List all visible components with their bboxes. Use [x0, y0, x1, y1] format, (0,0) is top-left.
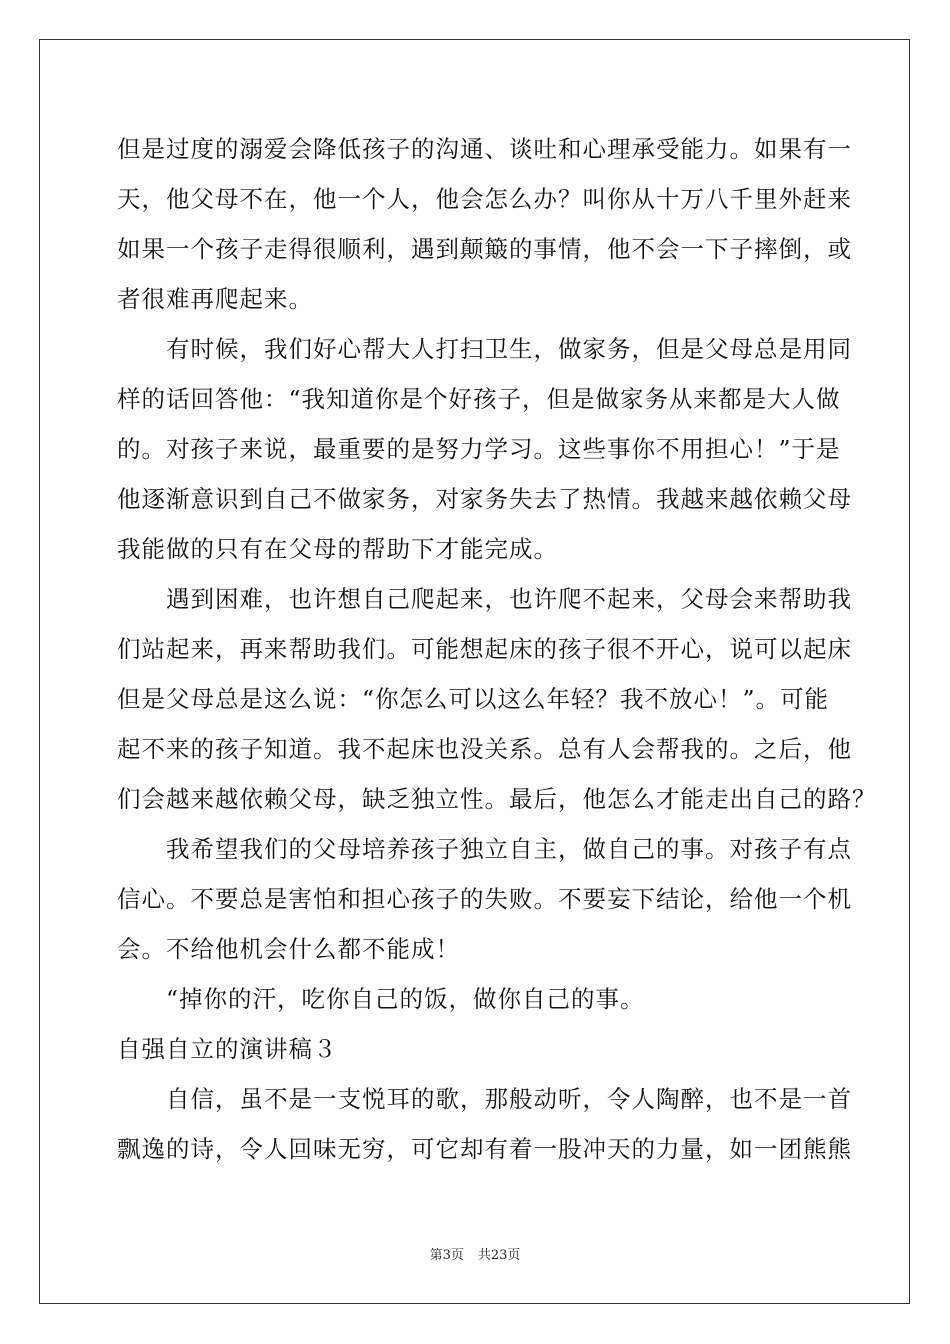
text-line: 我希望我们的父母培养孩子独立自主，做自己的事。对孩子有点	[117, 835, 852, 863]
text-line: 但是父母总是这么说：“你怎么可以这么年轻？我不放心！”。可能	[117, 685, 830, 713]
text-line: 飘逸的诗，令人回味无穷，可它却有着一股冲天的力量，如一团熊熊	[117, 1135, 852, 1163]
text-line: 的。对孩子来说，最重要的是努力学习。这些事你不用担心！”于是	[117, 435, 841, 463]
text-line: 们会越来越依赖父母，缺乏独立性。最后，他怎么才能走出自己的路？	[117, 785, 877, 813]
total-pages-label: 共23页	[477, 1248, 521, 1263]
text-line: 者很难再爬起来。	[117, 285, 313, 313]
text-line: 自信，虽不是一支悦耳的歌，那般动听，令人陶醉，也不是一首	[117, 1085, 852, 1113]
text-line: 起不来的孩子知道。我不起床也没关系。总有人会帮我的。之后，他	[117, 735, 852, 763]
text-line: 天，他父母不在，他一个人，他会怎么办？叫你从十万八千里外赶来	[117, 185, 852, 213]
page-footer	[0, 1248, 950, 1264]
text-line: “掉你的汗，吃你自己的饭，做你自己的事。	[117, 985, 645, 1013]
text-line: 有时候，我们好心帮大人打扫卫生，做家务，但是父母总是用同	[117, 335, 852, 363]
section-heading: 自强自立的演讲稿３	[117, 1035, 338, 1063]
text-line: 他逐渐意识到自己不做家务，对家务失去了热情。我越来越依赖父母	[117, 485, 852, 513]
text-line: 但是过度的溺爱会降低孩子的沟通、谈吐和心理承受能力。如果有一	[117, 135, 852, 163]
current-page-label: 第3页	[429, 1248, 464, 1263]
text-line: 会。不给他机会什么都不能成！	[117, 935, 460, 963]
text-line: 如果一个孩子走得很顺利，遇到颠簸的事情，他不会一下子摔倒，或	[117, 235, 852, 263]
text-line: 我能做的只有在父母的帮助下才能完成。	[117, 535, 558, 563]
text-line: 遇到困难，也许想自己爬起来，也许爬不起来，父母会来帮助我	[117, 585, 852, 613]
text-line: 信心。不要总是害怕和担心孩子的失败。不要妄下结论，给他一个机	[117, 885, 852, 913]
page-border	[39, 39, 910, 1304]
text-line: 样的话回答他：“我知道你是个好孩子，但是做家务从来都是大人做	[117, 385, 841, 413]
text-line: 们站起来，再来帮助我们。可能想起床的孩子很不开心，说可以起床	[117, 635, 852, 663]
